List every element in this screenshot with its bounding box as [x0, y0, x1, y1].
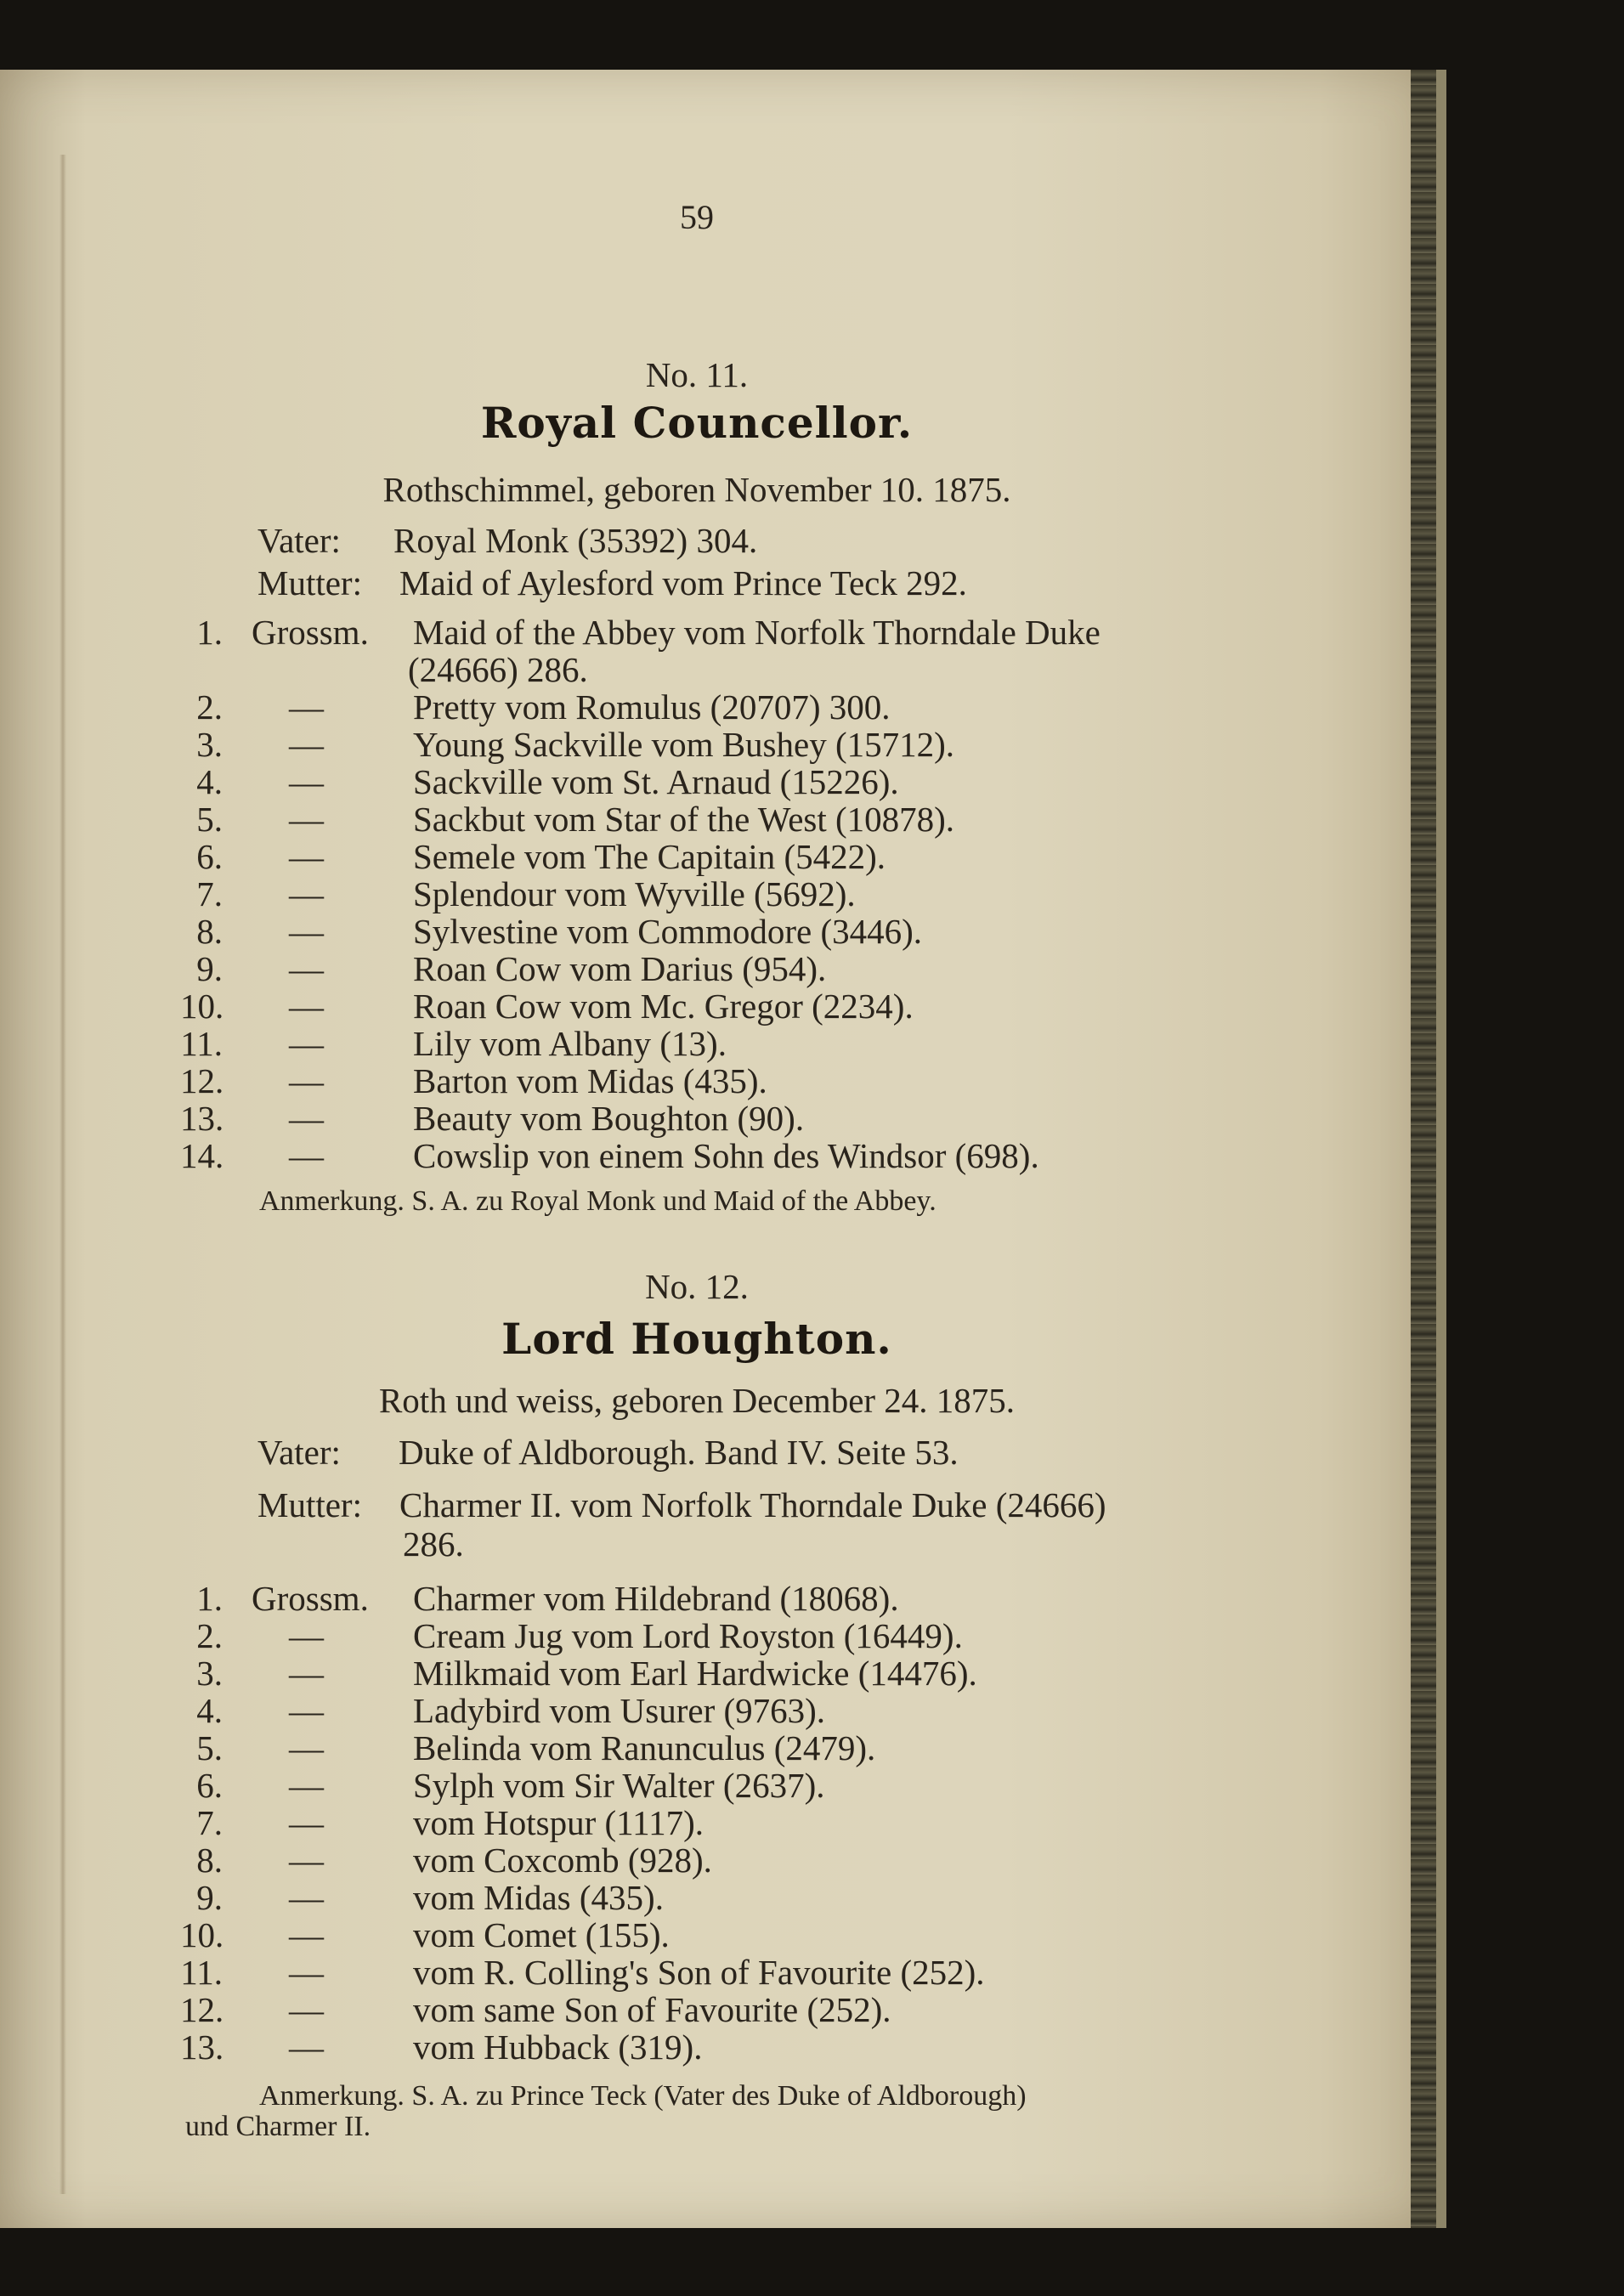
line-number: 10.	[180, 987, 224, 1026]
ancestor-line: vom Hotspur (1117).	[413, 1803, 704, 1842]
entry-description: Roth und weiss, geboren December 24. 1875.	[378, 1381, 1016, 1420]
ditto-dash: —	[289, 1654, 324, 1693]
ancestor-line: Semele vom The Capitain (5422).	[413, 837, 886, 876]
entry-note-cont: und Charmer II.	[185, 2111, 371, 2142]
line-number: 8.	[196, 1841, 223, 1880]
mutter-value: Charmer II. vom Norfolk Thorndale Duke (24666)	[399, 1485, 1106, 1524]
ditto-dash: —	[289, 837, 324, 876]
ancestor-line: Roan Cow vom Mc. Gregor (2234).	[413, 987, 914, 1026]
ancestor-line: Belinda vom Ranunculus (2479).	[413, 1728, 876, 1767]
ditto-dash: —	[289, 912, 324, 951]
line-number: 3.	[196, 725, 223, 764]
ditto-dash: —	[289, 1728, 324, 1767]
line-number: 13.	[180, 2027, 224, 2067]
ditto-dash: —	[289, 725, 324, 764]
entry-title: Lord Houghton.	[501, 1314, 892, 1364]
ditto-dash: —	[289, 987, 324, 1026]
ditto-dash: —	[289, 1691, 324, 1730]
book-spine	[1411, 70, 1440, 2228]
line-number: 4.	[196, 1691, 223, 1730]
ancestor-line: Maid of the Abbey vom Norfolk Thorndale Duke	[413, 613, 1101, 652]
ditto-dash: —	[289, 1616, 324, 1655]
book-spine-edge	[1436, 70, 1446, 2228]
ancestor-line: Lily vom Albany (13).	[413, 1024, 727, 1063]
line-number: 5.	[196, 1728, 223, 1767]
grossm-label: Grossm.	[252, 613, 369, 652]
line-number: 4.	[196, 762, 223, 801]
ancestor-line: vom Midas (435).	[413, 1878, 664, 1917]
entry-note: Anmerkung. S. A. zu Royal Monk und Maid of the Abbey.	[259, 1185, 936, 1217]
ditto-dash: —	[289, 1061, 324, 1100]
vater-value: Duke of Aldborough. Band IV. Seite 53.	[399, 1433, 959, 1472]
ditto-dash: —	[289, 1915, 324, 1954]
ancestor-line-cont: (24666) 286.	[408, 650, 588, 689]
mutter-value: Maid of Aylesford vom Prince Teck 292.	[399, 563, 967, 602]
line-number: 9.	[196, 949, 223, 988]
ancestor-line: Barton vom Midas (435).	[413, 1061, 767, 1100]
line-number: 5.	[196, 800, 223, 839]
ancestor-line: Charmer vom Hildebrand (18068).	[413, 1579, 899, 1618]
ditto-dash: —	[289, 762, 324, 801]
ancestor-line: Ladybird vom Usurer (9763).	[413, 1691, 826, 1730]
ancestor-line: Roan Cow vom Darius (954).	[413, 949, 827, 988]
ancestor-line: Splendour vom Wyville (5692).	[413, 874, 856, 913]
line-number: 2.	[196, 687, 223, 727]
ancestor-line: Milkmaid vom Earl Hardwicke (14476).	[413, 1654, 977, 1693]
line-number: 6.	[196, 1766, 223, 1805]
line-number: 8.	[196, 912, 223, 951]
ditto-dash: —	[289, 1990, 324, 2029]
line-number: 11.	[180, 1024, 223, 1063]
ditto-dash: —	[289, 687, 324, 727]
ancestor-line: vom Hubback (319).	[413, 2027, 703, 2067]
ditto-dash: —	[289, 800, 324, 839]
line-number: 1.	[196, 1579, 223, 1618]
ditto-dash: —	[289, 1841, 324, 1880]
ancestor-line: vom Coxcomb (928).	[413, 1841, 712, 1880]
ditto-dash: —	[289, 1803, 324, 1842]
line-number: 11.	[180, 1953, 223, 1992]
line-number: 2.	[196, 1616, 223, 1655]
book-page	[0, 70, 1434, 2228]
grossm-label: Grossm.	[252, 1579, 369, 1618]
ancestor-line: vom Comet (155).	[413, 1915, 670, 1954]
line-number: 10.	[180, 1915, 224, 1954]
page-text	[0, 70, 1434, 2228]
ditto-dash: —	[289, 2027, 324, 2067]
ancestor-line: vom R. Colling's Son of Favourite (252).	[413, 1953, 985, 1992]
mutter-label: Mutter:	[257, 1485, 362, 1524]
ancestor-line: Cowslip von einem Sohn des Windsor (698).	[413, 1136, 1039, 1175]
ancestor-line: Sackbut vom Star of the West (10878).	[413, 800, 955, 839]
vater-value: Royal Monk (35392) 304.	[393, 521, 758, 560]
line-number: 1.	[196, 613, 223, 652]
ditto-dash: —	[289, 1878, 324, 1917]
ditto-dash: —	[289, 1024, 324, 1063]
ancestor-line: Sylph vom Sir Walter (2637).	[413, 1766, 825, 1805]
ditto-dash: —	[289, 1953, 324, 1992]
line-number: 3.	[196, 1654, 223, 1693]
line-number: 9.	[196, 1878, 223, 1917]
ditto-dash: —	[289, 949, 324, 988]
ancestor-line: Young Sackville vom Bushey (15712).	[413, 725, 955, 764]
line-number: 13.	[180, 1099, 224, 1138]
line-number: 12.	[180, 1061, 224, 1100]
line-number: 6.	[196, 837, 223, 876]
ditto-dash: —	[289, 1136, 324, 1175]
ancestor-line: Sackville vom St. Arnaud (15226).	[413, 762, 899, 801]
ancestor-line: Cream Jug vom Lord Royston (16449).	[413, 1616, 963, 1655]
mutter-label: Mutter:	[257, 563, 362, 602]
line-number: 14.	[180, 1136, 224, 1175]
entry-number: No. 11.	[645, 355, 749, 394]
entry-description: Rothschimmel, geboren November 10. 1875.	[382, 470, 1011, 509]
entry-number: No. 12.	[645, 1267, 749, 1306]
ancestor-line: Beauty vom Boughton (90).	[413, 1099, 805, 1138]
ancestor-line: Sylvestine vom Commodore (3446).	[413, 912, 923, 951]
line-number: 7.	[196, 1803, 223, 1842]
ancestor-line: vom same Son of Favourite (252).	[413, 1990, 891, 2029]
ditto-dash: —	[289, 1766, 324, 1805]
page-number: 59	[680, 198, 714, 236]
entry-title: Royal Councellor.	[480, 398, 914, 448]
ditto-dash: —	[289, 874, 324, 913]
line-number: 12.	[180, 1990, 224, 2029]
ditto-dash: —	[289, 1099, 324, 1138]
vater-label: Vater:	[257, 1433, 341, 1472]
line-number: 7.	[196, 874, 223, 913]
entry-note: Anmerkung. S. A. zu Prince Teck (Vater des Duke of Aldborough)	[259, 2080, 1027, 2112]
vater-label: Vater:	[257, 521, 341, 560]
mutter-value-cont: 286.	[403, 1524, 464, 1564]
ancestor-line: Pretty vom Romulus (20707) 300.	[413, 687, 891, 727]
